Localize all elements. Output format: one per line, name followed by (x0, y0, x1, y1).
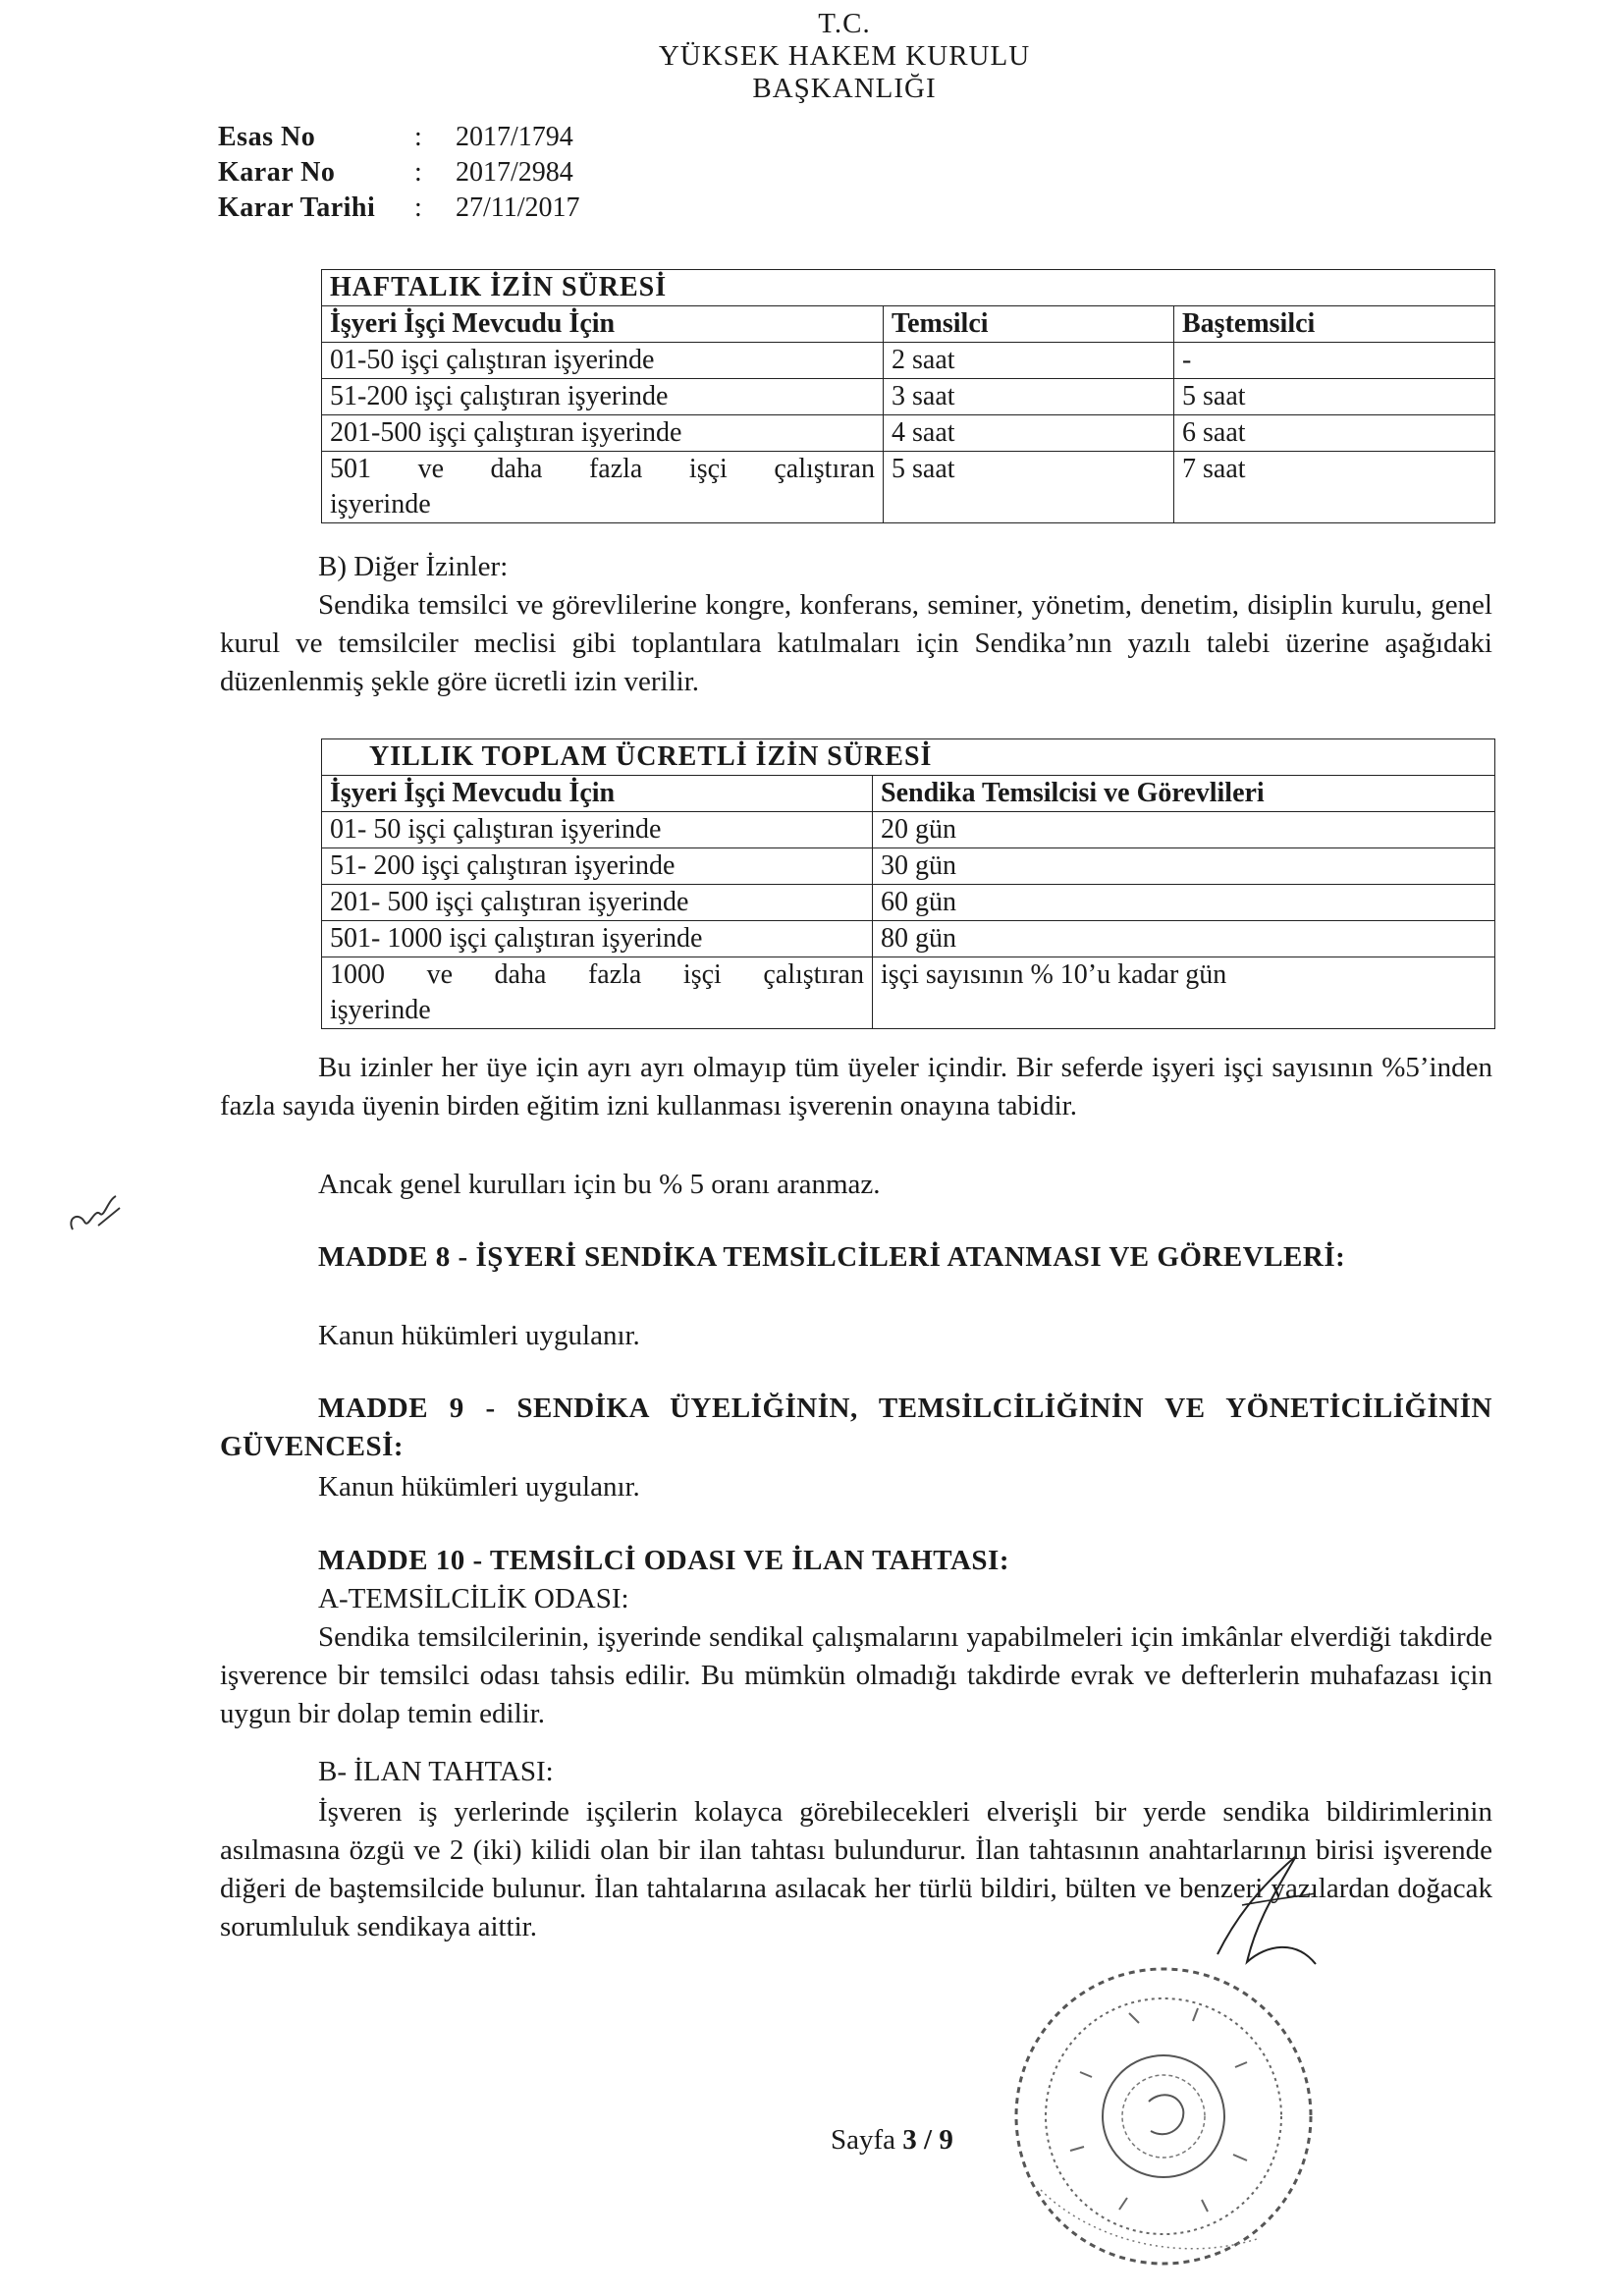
cell-line: işyerinde (330, 995, 431, 1025)
table-header-cell: Temsilci (884, 306, 1174, 343)
madde-9-text: Kanun hükümleri uygulanır. (318, 1471, 640, 1503)
page-count: 3 / 9 (902, 2124, 953, 2156)
case-sep: : (414, 157, 422, 188)
case-info (218, 120, 580, 226)
table-cell: 51-200 işçi çalıştıran işyerinde (322, 379, 884, 415)
madde-8-text: Kanun hükümleri uygulanır. (318, 1320, 640, 1351)
header-line-court: YÜKSEK HAKEM KURULU (658, 40, 1031, 72)
table-row (322, 885, 1495, 921)
document-header (550, 8, 1139, 105)
table-cell: işçi sayısının % 10’u kadar gün (873, 957, 1495, 1029)
madde-10-text-a: Sendika temsilcilerinin, işyerinde sendikal çalışmalarını yapabilmeleri için imkânlar elverdiği takdirde işverence bir temsilci odası tahsis edilir. Bu mümkün olmadığı takdirde evrak ve defterlerin muhafazası için uygun bir dolap temin edilir. (220, 1621, 1492, 1729)
table-cell: 3 saat (884, 379, 1174, 415)
table-row (322, 848, 1495, 885)
table-cell: 5 saat (1174, 379, 1495, 415)
general-assembly-note: Ancak genel kurulları için bu % 5 oranı aranmaz. (318, 1169, 881, 1200)
madde-10-text-b: İşveren iş yerlerinde işçilerin kolayca görebilecekleri elverişli bir yerde sendika bildirimlerinin asılmasına özgü ve 2 (iki) kilidi olan bir ilan tahtası bulundurur. İlan tahtasının anahtarlarının birisi işverende diğeri de baştemsilcide bulunur. İlan tahtalarına asılacak her türlü bildiri, bülten ve benzeri yazılardan doğacak sorumluluk sendikaya aittir. (220, 1796, 1492, 1942)
page-prefix: Sayfa (831, 2124, 896, 2156)
table-row (322, 379, 1495, 415)
case-label: Karar No (218, 157, 336, 188)
table-cell: 01- 50 işçi çalıştıran işyerinde (322, 812, 873, 848)
table-cell: 51- 200 işçi çalıştıran işyerinde (322, 848, 873, 885)
margin-initials-icon (59, 1178, 137, 1247)
table-cell: 01-50 işçi çalıştıran işyerinde (322, 343, 884, 379)
table-cell: 201- 500 işçi çalıştıran işyerinde (322, 885, 873, 921)
table-row (322, 812, 1495, 848)
table-cell: 5 saat (884, 452, 1174, 523)
table-cell: - (1174, 343, 1495, 379)
section-b-title: B) Diğer İzinler: (318, 551, 509, 582)
madde-10-sub-b: B- İLAN TAHTASI: (318, 1756, 554, 1787)
table-cell (322, 452, 884, 523)
section-b-text: Sendika temsilci ve görevlilerine kongre, konferans, seminer, yönetim, denetim, disiplin kurulu, genel kurul ve temsilciler meclisi gibi toplantılara katılmaları için Sendika’nın yazılı talebi üzerine aşağıdaki düzenlenmiş şekle göre ücretli izin verilir. (220, 589, 1492, 697)
table-cell: 4 saat (884, 415, 1174, 452)
table-cell: 201-500 işçi çalıştıran işyerinde (322, 415, 884, 452)
table-header-cell: Baştemsilci (1174, 306, 1495, 343)
case-row-karar (218, 155, 580, 191)
table-row (322, 343, 1495, 379)
weekly-leave-table (321, 269, 1495, 523)
case-value: 2017/2984 (456, 157, 573, 188)
madde-10-sub-a: A-TEMSİLCİLİK ODASI: (318, 1583, 629, 1614)
table-cell: 80 gün (873, 921, 1495, 957)
cell-line: işyerinde (330, 489, 431, 519)
table-row (322, 921, 1495, 957)
header-line-tc: T.C. (818, 8, 871, 39)
table-cell: 20 gün (873, 812, 1495, 848)
case-row-esas (218, 120, 580, 155)
case-label: Karar Tarihi (218, 192, 376, 223)
table-cell: 30 gün (873, 848, 1495, 885)
annual-leave-table (321, 738, 1495, 1029)
table-cell: 60 gün (873, 885, 1495, 921)
cell-line: 1000 ve daha fazla işçi çalıştıran (330, 959, 864, 990)
table-cell: 501- 1000 işçi çalıştıran işyerinde (322, 921, 873, 957)
header-line-presidency: BAŞKANLIĞI (752, 73, 937, 104)
leave-rules-text: Bu izinler her üye için ayrı ayrı olmayıp tüm üyeler içindir. Bir seferde işyeri işçi sayısının %5’inden fazla sayıda üyenin birden eğitim izni kullanması işverenin onayına tabidir. (220, 1052, 1492, 1121)
table-row (322, 415, 1495, 452)
madde-9-title: MADDE 9 - SENDİKA ÜYELİĞİNİN, TEMSİLCİLİĞİNİN VE YÖNETİCİLİĞİNİN GÜVENCESİ: (220, 1393, 1492, 1462)
table-cell: 6 saat (1174, 415, 1495, 452)
table-cell: 2 saat (884, 343, 1174, 379)
table-cell (322, 957, 873, 1029)
cell-line: 501 ve daha fazla işçi çalıştıran (330, 454, 875, 484)
table-caption: YILLIK TOPLAM ÜCRETLİ İZİN SÜRESİ (322, 739, 1495, 776)
madde-8-title: MADDE 8 - İŞYERİ SENDİKA TEMSİLCİLERİ ATANMASI VE GÖREVLERİ: (318, 1241, 1346, 1273)
table-caption: HAFTALIK İZİN SÜRESİ (322, 270, 1495, 306)
case-sep: : (414, 192, 422, 223)
official-seal-icon (1001, 1954, 1325, 2278)
table-header-cell: Sendika Temsilcisi ve Görevlileri (873, 776, 1495, 812)
table-cell: 7 saat (1174, 452, 1495, 523)
case-value: 27/11/2017 (456, 192, 580, 223)
page-number (831, 2124, 953, 2157)
case-value: 2017/1794 (456, 122, 573, 152)
table-row (322, 957, 1495, 1029)
table-header-cell: İşyeri İşçi Mevcudu İçin (322, 776, 873, 812)
table-header-cell: İşyeri İşçi Mevcudu İçin (322, 306, 884, 343)
case-label: Esas No (218, 122, 316, 152)
case-sep: : (414, 122, 422, 152)
case-row-tarih (218, 191, 580, 226)
table-row (322, 452, 1495, 523)
madde-10-title: MADDE 10 - TEMSİLCİ ODASI VE İLAN TAHTASI: (318, 1545, 1009, 1576)
